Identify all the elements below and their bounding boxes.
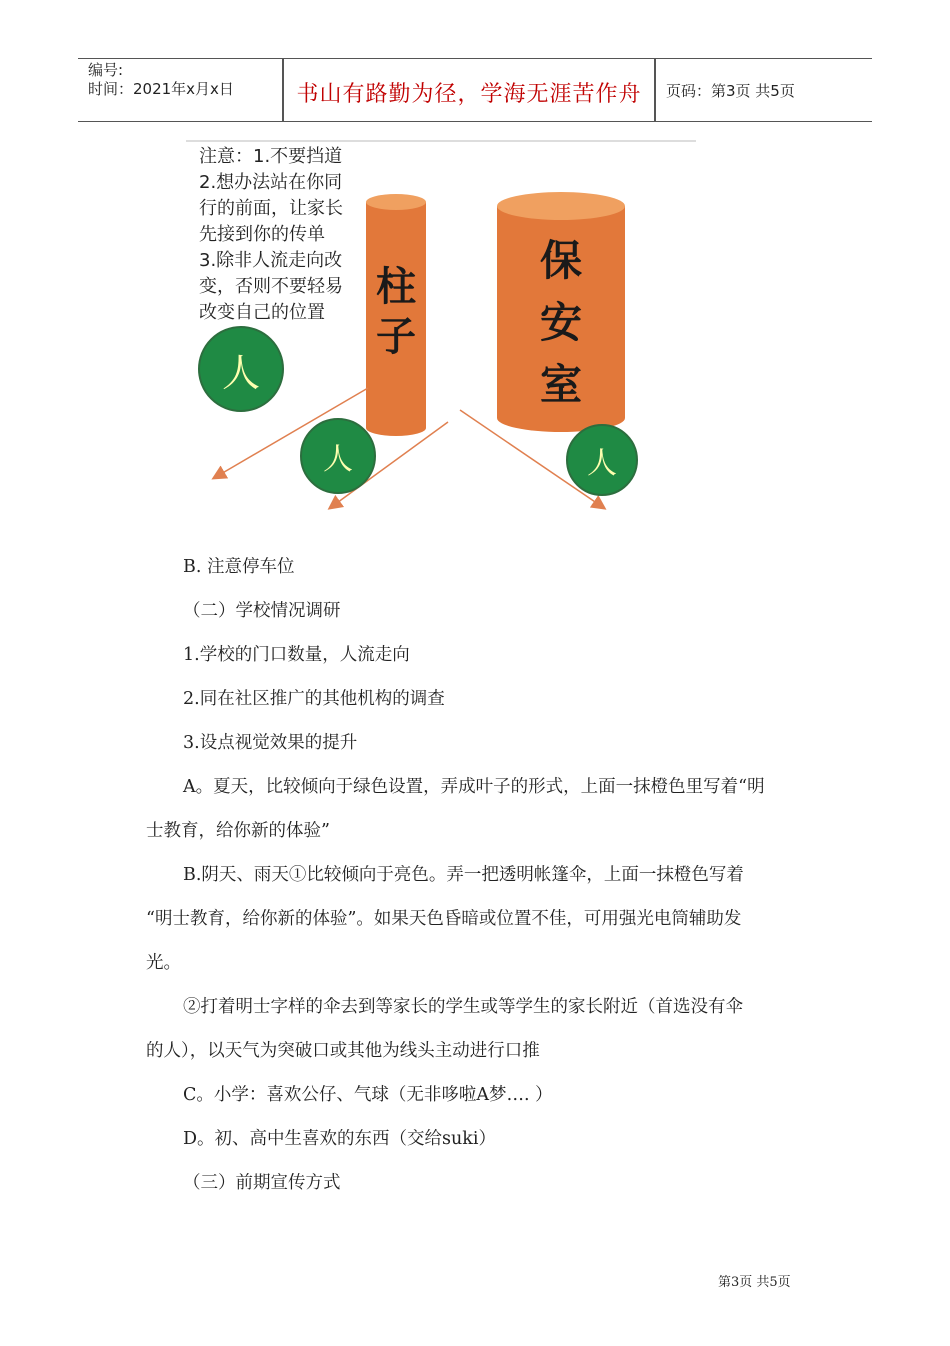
- pillar-char: 柱: [376, 264, 416, 310]
- person-icon: [300, 418, 376, 494]
- person-label: 人: [221, 350, 260, 395]
- person-label: 人: [323, 442, 353, 477]
- body-line: 的人），以天气为突破口或其他为线头主动进行口推: [146, 1041, 540, 1061]
- body-line: 3.设点视觉效果的提升: [183, 733, 358, 753]
- body-line: D。初、高中生喜欢的东西（交给suki）: [183, 1129, 496, 1149]
- body-line: 2.同在社区推广的其他机构的调查: [183, 689, 445, 709]
- entrance-diagram: [180, 138, 700, 518]
- guard-room-char: 保: [539, 236, 582, 285]
- header-divider: [654, 59, 656, 121]
- header-page-info: 页码：第3页 共5页: [666, 82, 795, 100]
- note-line: 注意：1.不要挡道: [199, 146, 343, 167]
- pillar-label: [366, 262, 426, 362]
- body-line: 1.学校的门口数量，人流走向: [183, 645, 410, 665]
- body-line: 光。: [146, 953, 181, 973]
- body-line: “明士教育，给你新的体验”。如果天色昏暗或位置不佳，可用强光电筒辅助发: [146, 909, 742, 929]
- section-heading: （三）前期宣传方式: [183, 1173, 341, 1193]
- person-label: 人: [587, 446, 617, 481]
- pillar-char: 子: [376, 314, 416, 360]
- number-label: 编号:: [88, 61, 124, 79]
- guard-room-char: 安: [539, 298, 582, 347]
- page-footer: 第3页 共5页: [718, 1275, 791, 1290]
- note-line: 改变自己的位置: [199, 302, 325, 323]
- body-line: B.阴天、雨天①比较倾向于亮色。弄一把透明帐篷伞，上面一抹橙色写着: [183, 865, 744, 885]
- body-line: ②打着明士字样的伞去到等家长的学生或等学生的家长附近（首选没有伞: [183, 997, 743, 1017]
- person-icon: [198, 326, 284, 412]
- document-header: [78, 58, 872, 122]
- header-motto: 书山有路勤为径，学海无涯苦作舟: [296, 82, 642, 107]
- body-line: A。夏天，比较倾向于绿色设置，弄成叶子的形式，上面一抹橙色里写着“明: [183, 777, 765, 797]
- caution-note: [199, 144, 369, 326]
- section-heading: （二）学校情况调研: [183, 601, 341, 621]
- body-line: B. 注意停车位: [183, 557, 295, 577]
- time-label: 时间：2021年x月x日: [88, 80, 234, 98]
- note-line: 变，否则不要轻易: [199, 276, 343, 297]
- guard-room-char: 室: [539, 360, 582, 409]
- note-line: 行的前面，让家长: [199, 198, 343, 219]
- note-line: 3.除非人流走向改: [199, 250, 343, 271]
- header-meta: [88, 61, 278, 99]
- body-line: C。小学：喜欢公仔、气球（无非哆啦A梦…. ）: [183, 1085, 553, 1105]
- body-line: 士教育，给你新的体验”: [146, 821, 330, 841]
- note-line: 先接到你的传单: [199, 224, 325, 245]
- note-line: 2.想办法站在你同: [199, 172, 343, 193]
- person-icon: [566, 424, 638, 496]
- guard-room-label: [497, 230, 625, 416]
